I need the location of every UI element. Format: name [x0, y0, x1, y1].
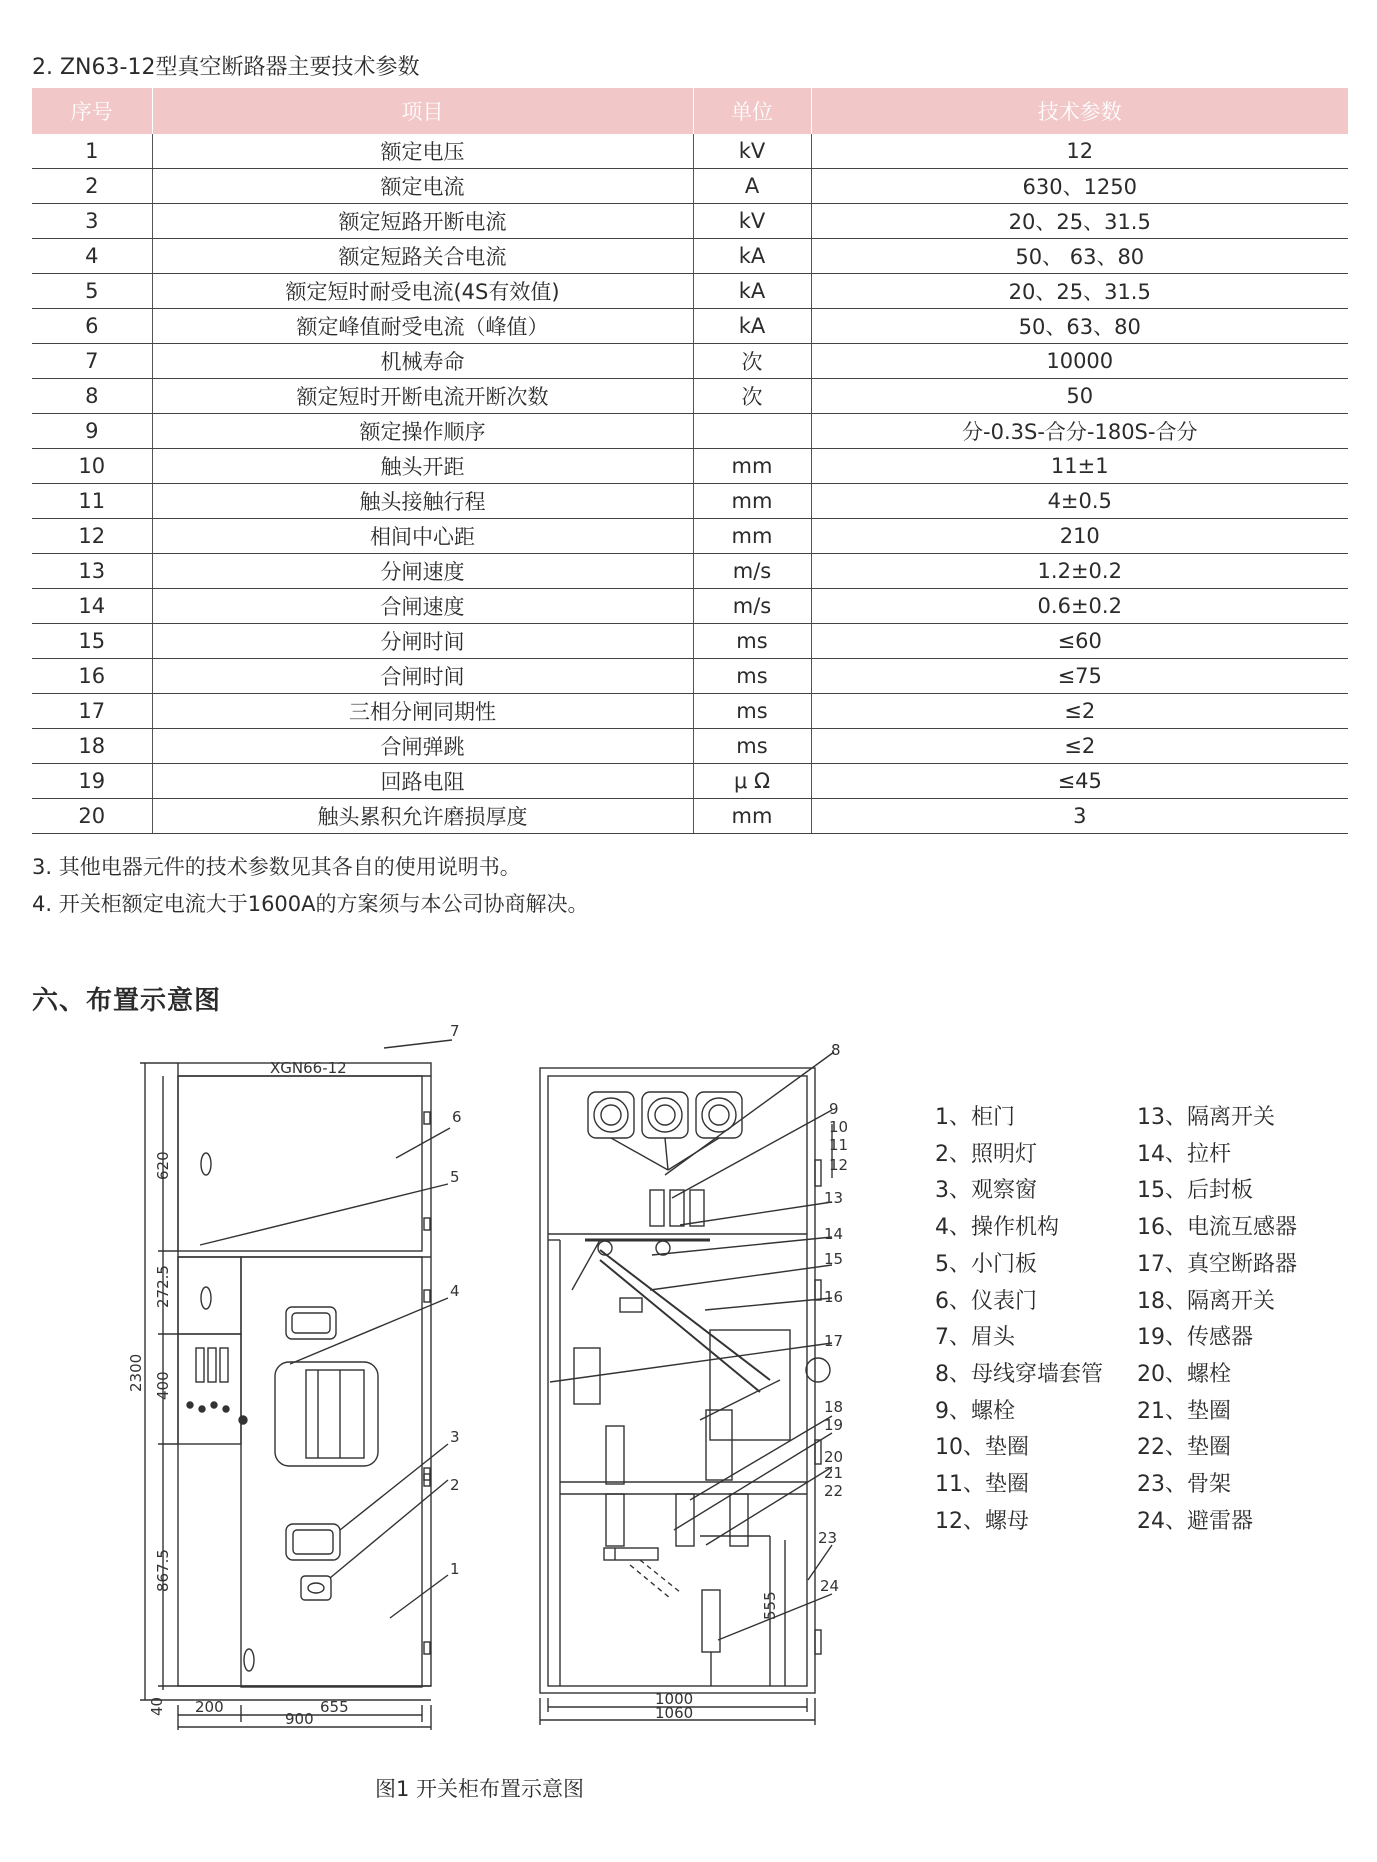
legend-right: [1137, 1100, 1297, 1540]
cell-item: 合闸速度: [152, 589, 693, 624]
cell-item: 额定短时开断电流开断次数: [152, 379, 693, 414]
dim-200: 200: [195, 1698, 224, 1716]
cell-item: 额定短时耐受电流(4S有效值): [152, 274, 693, 309]
callout-24: 24: [820, 1577, 840, 1595]
legend-item: 24、避雷器: [1137, 1508, 1253, 1534]
callout-1: 1: [450, 1560, 460, 1578]
cell-unit: mm: [693, 799, 811, 834]
callout-11: 11: [829, 1136, 849, 1154]
side-view: [540, 1052, 834, 1725]
cell-unit: ms: [693, 659, 811, 694]
front-title-label: XGN66-12: [270, 1059, 347, 1077]
callout-16: 16: [824, 1288, 844, 1306]
cell-unit: mm: [693, 519, 811, 554]
cell-item: 回路电阻: [152, 764, 693, 799]
figure-caption: 图1 开关柜布置示意图: [375, 1777, 585, 1801]
callout-2: 2: [450, 1476, 460, 1494]
cell-unit: mm: [693, 449, 811, 484]
header-value: 技术参数: [811, 88, 1348, 134]
mechanism-window: [275, 1362, 378, 1466]
cell-item: 额定短路关合电流: [152, 239, 693, 274]
cell-item: 机械寿命: [152, 344, 693, 379]
cell-unit: μ Ω: [693, 764, 811, 799]
note-4: 4. 开关柜额定电流大于1600A的方案须与本公司协商解决。: [32, 892, 589, 916]
cell-index: 18: [32, 729, 152, 764]
callout-20: 20: [824, 1448, 844, 1466]
dim-1000: 1000: [655, 1690, 694, 1708]
cell-unit: 次: [693, 379, 811, 414]
callout-6: 6: [452, 1108, 462, 1126]
cell-unit: kA: [693, 274, 811, 309]
legend-item: 11、垫圈: [935, 1472, 1029, 1498]
cell-index: 19: [32, 764, 152, 799]
dim-272-5: 272.5: [154, 1265, 172, 1308]
cell-value: 1.2±0.2: [811, 554, 1348, 589]
legend-left: [935, 1100, 1103, 1540]
legend-item: 19、传感器: [1137, 1325, 1253, 1351]
legend-item: 10、垫圈: [935, 1435, 1029, 1461]
legend-item: 23、骨架: [1137, 1472, 1231, 1498]
legend-item: 13、隔离开关: [1137, 1105, 1275, 1130]
cell-index: 3: [32, 204, 152, 239]
callout-21: 21: [824, 1464, 844, 1482]
legend-item: 22、垫圈: [1137, 1435, 1231, 1461]
callout-10: 10: [829, 1118, 849, 1136]
dim-867-5: 867.5: [154, 1549, 172, 1592]
cell-unit: kA: [693, 239, 811, 274]
cell-item: 合闸弹跳: [152, 729, 693, 764]
header-unit: 单位: [693, 88, 811, 134]
cell-index: 15: [32, 624, 152, 659]
front-view: [140, 1040, 452, 1730]
legend-item: 15、后封板: [1137, 1178, 1253, 1204]
cell-value: 210: [811, 519, 1348, 554]
legend-item: 14、拉杆: [1137, 1141, 1231, 1167]
cell-unit: m/s: [693, 589, 811, 624]
cell-index: 7: [32, 344, 152, 379]
cell-item: 触头开距: [152, 449, 693, 484]
dim-555: 555: [761, 1591, 779, 1620]
cell-unit: m/s: [693, 554, 811, 589]
dim-900: 900: [285, 1710, 314, 1728]
cell-index: 8: [32, 379, 152, 414]
callout-3: 3: [450, 1428, 460, 1446]
cell-item: 额定操作顺序: [152, 414, 693, 449]
legend-item: 8、母线穿墙套管: [935, 1361, 1103, 1387]
dim-2300: 2300: [127, 1353, 145, 1392]
cell-value: ≤45: [811, 764, 1348, 799]
cell-item: 额定峰值耐受电流（峰值）: [152, 309, 693, 344]
button-panel: [178, 1334, 241, 1444]
cell-unit: A: [693, 169, 811, 204]
cell-index: 4: [32, 239, 152, 274]
cell-index: 1: [32, 134, 152, 169]
cell-unit: ms: [693, 624, 811, 659]
cell-value: 630、1250: [811, 169, 1348, 204]
dim-1060: 1060: [655, 1704, 694, 1722]
dim-40: 40: [148, 1696, 166, 1716]
legend-item: 1、柜门: [935, 1105, 1015, 1130]
legend-item: 16、电流互感器: [1137, 1215, 1297, 1241]
cell-value: 10000: [811, 344, 1348, 379]
legend-item: 18、隔离开关: [1137, 1288, 1275, 1314]
callout-17: 17: [824, 1332, 844, 1350]
cell-item: 分闸速度: [152, 554, 693, 589]
callout-15: 15: [824, 1250, 844, 1268]
cell-index: 10: [32, 449, 152, 484]
cell-item: 触头接触行程: [152, 484, 693, 519]
callout-19: 19: [824, 1416, 844, 1434]
cell-index: 14: [32, 589, 152, 624]
cell-value: 50、 63、80: [811, 239, 1348, 274]
wall-bushings: [588, 1092, 742, 1138]
legend-item: 4、操作机构: [935, 1215, 1059, 1241]
header-item: 项目: [152, 88, 693, 134]
cell-value: 20、25、31.5: [811, 274, 1348, 309]
cell-index: 6: [32, 309, 152, 344]
note-3: 3. 其他电器元件的技术参数见其各自的使用说明书。: [32, 855, 521, 879]
dim-655: 655: [320, 1698, 349, 1716]
cell-value: 50: [811, 379, 1348, 414]
legend-item: 20、螺栓: [1137, 1361, 1231, 1387]
cell-unit: ms: [693, 694, 811, 729]
cell-value: ≤2: [811, 729, 1348, 764]
cell-item: 相间中心距: [152, 519, 693, 554]
cell-value: 11±1: [811, 449, 1348, 484]
cell-value: 3: [811, 799, 1348, 834]
cell-index: 5: [32, 274, 152, 309]
section-2-title: 2. ZN63-12型真空断路器主要技术参数: [32, 55, 420, 80]
cell-value: 分-0.3S-合分-180S-合分: [811, 414, 1348, 449]
legend-item: 12、螺母: [935, 1508, 1029, 1534]
cell-unit: kA: [693, 309, 811, 344]
legend-item: 9、螺栓: [935, 1398, 1015, 1424]
legend-item: 3、观察窗: [935, 1178, 1037, 1204]
cell-item: 三相分闸同期性: [152, 694, 693, 729]
dim-620: 620: [154, 1151, 172, 1180]
cell-item: 合闸时间: [152, 659, 693, 694]
callout-22: 22: [824, 1482, 844, 1500]
legend-item: 21、垫圈: [1137, 1398, 1231, 1424]
cell-value: 0.6±0.2: [811, 589, 1348, 624]
cell-index: 2: [32, 169, 152, 204]
callout-7: 7: [450, 1022, 460, 1040]
cell-value: 20、25、31.5: [811, 204, 1348, 239]
cell-index: 9: [32, 414, 152, 449]
legend-item: 2、照明灯: [935, 1141, 1037, 1167]
cell-item: 额定短路开断电流: [152, 204, 693, 239]
cell-value: 50、63、80: [811, 309, 1348, 344]
cell-value: ≤2: [811, 694, 1348, 729]
callout-8: 8: [831, 1041, 841, 1059]
instrument-door: [178, 1076, 422, 1251]
callout-18: 18: [824, 1398, 844, 1416]
callout-4: 4: [450, 1282, 460, 1300]
cell-value: ≤60: [811, 624, 1348, 659]
section-6-title: 六、布置示意图: [32, 986, 222, 1016]
cell-index: 20: [32, 799, 152, 834]
cell-unit: kV: [693, 134, 811, 169]
callout-14: 14: [824, 1225, 844, 1243]
cell-item: 触头累积允许磨损厚度: [152, 799, 693, 834]
cell-index: 13: [32, 554, 152, 589]
cell-unit: 次: [693, 344, 811, 379]
cell-unit: mm: [693, 484, 811, 519]
cell-index: 17: [32, 694, 152, 729]
callout-5: 5: [450, 1168, 460, 1186]
cell-unit: ms: [693, 729, 811, 764]
cell-item: 额定电压: [152, 134, 693, 169]
cell-index: 11: [32, 484, 152, 519]
cell-item: 额定电流: [152, 169, 693, 204]
cell-index: 16: [32, 659, 152, 694]
cabinet-door: [241, 1257, 422, 1687]
lighting-lamp: [301, 1576, 331, 1600]
header-index: 序号: [32, 88, 152, 134]
legend-item: 7、眉头: [935, 1325, 1015, 1351]
cell-value: ≤75: [811, 659, 1348, 694]
surge-arrester: [702, 1590, 720, 1652]
callout-13: 13: [824, 1189, 844, 1207]
cell-unit: kV: [693, 204, 811, 239]
legend-item: 5、小门板: [935, 1251, 1037, 1277]
legend-item: 6、仪表门: [935, 1288, 1037, 1314]
cell-value: 4±0.5: [811, 484, 1348, 519]
legend-item: 17、真空断路器: [1137, 1251, 1297, 1277]
callout-9: 9: [829, 1100, 839, 1118]
cell-index: 12: [32, 519, 152, 554]
callout-23: 23: [818, 1529, 838, 1547]
callout-12: 12: [829, 1156, 849, 1174]
cell-item: 分闸时间: [152, 624, 693, 659]
small-panel: [178, 1257, 241, 1334]
cell-value: 12: [811, 134, 1348, 169]
dim-400: 400: [154, 1371, 172, 1400]
